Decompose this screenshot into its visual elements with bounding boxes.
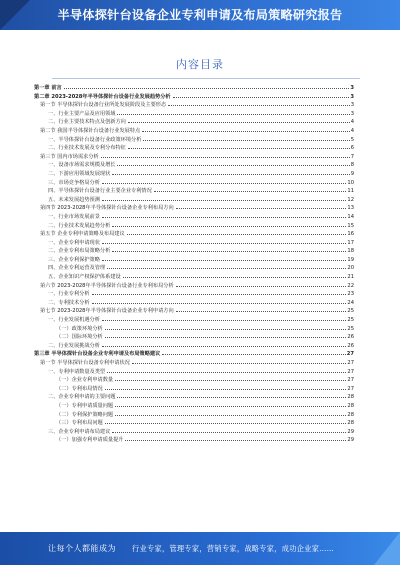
toc-leader-dots xyxy=(132,363,347,364)
toc-entry[interactable] xyxy=(34,161,354,170)
toc-entry[interactable] xyxy=(34,153,354,162)
toc-leader-dots xyxy=(115,380,346,381)
toc-entry-title: 二、行业主要技术特点及创新方向 xyxy=(48,119,126,126)
toc-leader-dots xyxy=(92,303,347,304)
toc-entry-title: 一、行业发展机遇分析 xyxy=(48,317,100,324)
toc-entry-title: （三）专利布局问题 xyxy=(56,420,103,427)
toc-entry-title: （一）加强专利申请质量提升 xyxy=(56,437,124,444)
toc-entry-page: 4 xyxy=(350,119,354,126)
footer-corner-decoration xyxy=(374,532,400,565)
page-footer xyxy=(0,532,400,565)
toc-leader-dots xyxy=(105,337,347,338)
toc-entry[interactable] xyxy=(34,299,354,308)
toc-entry-title: 第五节 企业专利申请策略及布局建议 xyxy=(40,231,125,238)
toc-entry[interactable] xyxy=(34,342,354,351)
toc-entry[interactable] xyxy=(34,368,354,377)
toc-entry-title: 二、专利技术分析 xyxy=(48,299,90,306)
toc-leader-dots xyxy=(105,389,347,390)
toc-entry-page: 13 xyxy=(347,205,354,212)
toc-entry-title: 三、企业专利保护策略 xyxy=(48,256,100,263)
toc-leader-dots xyxy=(102,346,347,347)
toc-entry-title: 第七节 2023-2028年半导体探针台设备企业专利申请方向 xyxy=(40,308,174,315)
toc-entry[interactable] xyxy=(34,316,354,325)
toc-leader-dots xyxy=(112,432,346,433)
toc-entry-title: 二、行业技术发展趋势分析 xyxy=(48,222,111,229)
toc-entry-page: 24 xyxy=(347,299,354,306)
toc-leader-dots xyxy=(168,105,350,106)
toc-entry-page: 25 xyxy=(347,317,354,324)
toc-entry-page: 27 xyxy=(347,360,354,366)
toc-entry-page: 26 xyxy=(347,342,354,349)
toc-entry[interactable] xyxy=(34,290,354,299)
toc-entry-page: 14 xyxy=(347,213,354,220)
toc-entry-title: （二）专利保护策略问题 xyxy=(56,411,114,418)
toc-leader-dots xyxy=(117,114,349,115)
toc-entry-page: 27 xyxy=(347,368,354,375)
toc-entry-title: 第二节 我国半导体探针台设备行业发展特点 xyxy=(40,127,141,134)
toc-entry[interactable] xyxy=(34,127,354,136)
toc-entry[interactable] xyxy=(34,256,354,265)
report-title: 半导体探针台设备企业专利申请及布局策略研究报告 xyxy=(57,8,343,22)
toc-entry-page: 5 xyxy=(350,136,354,143)
toc-entry[interactable] xyxy=(34,179,354,188)
toc-entry[interactable] xyxy=(34,93,354,102)
toc-entry[interactable] xyxy=(34,144,354,153)
toc-leader-dots xyxy=(143,140,349,141)
toc-entry[interactable] xyxy=(34,213,354,222)
toc-entry-title: 一、半导体探针台设备行业政策环境分析 xyxy=(48,136,142,143)
toc-entry[interactable] xyxy=(34,333,354,342)
toc-leader-dots xyxy=(105,423,347,424)
toc-entry-page: 27 xyxy=(346,351,354,358)
toc-entry-page: 19 xyxy=(347,256,354,263)
toc-entry-title: 二、企业专利申请的主要问题 xyxy=(48,394,116,401)
footer-slogan: 让每个人都能成为 xyxy=(48,544,116,553)
toc-entry-page: 3 xyxy=(350,110,354,117)
toc-entry-title: （二）专利布局情况 xyxy=(56,385,103,392)
toc-entry-page: 10 xyxy=(347,179,354,186)
toc-leader-dots xyxy=(112,174,349,175)
toc-entry[interactable] xyxy=(34,230,354,239)
toc-leader-dots xyxy=(115,406,346,407)
toc-entry[interactable] xyxy=(34,436,354,445)
toc-leader-dots xyxy=(128,148,350,149)
toc-entry-page: 21 xyxy=(347,274,354,281)
toc-leader-dots xyxy=(102,243,347,244)
toc-entry[interactable] xyxy=(34,376,354,385)
toc-entry-title: 五、企业知识产权保护体系建设 xyxy=(48,274,121,281)
toc-entry[interactable] xyxy=(34,393,354,402)
toc-leader-dots xyxy=(107,268,346,269)
toc-entry-title: 第六节 2023-2028年半导体探针台设备行业专利布局分析 xyxy=(40,282,174,289)
toc-entry-page: 28 xyxy=(347,402,354,409)
toc-leader-dots xyxy=(154,191,347,192)
toc-entry[interactable] xyxy=(34,196,354,205)
toc-entry-page: 15 xyxy=(347,222,354,229)
toc-leader-dots xyxy=(142,131,349,132)
toc-entry-page: 3 xyxy=(350,85,354,91)
toc-entry-title: 四、企业专利运营及管理 xyxy=(48,265,106,272)
toc-entry-title: （二）国际环境分析 xyxy=(56,334,103,341)
toc-entry-page: 12 xyxy=(347,196,354,203)
table-of-contents xyxy=(34,84,354,445)
toc-entry[interactable] xyxy=(34,170,354,179)
toc-entry-title: 二、行业发展挑战分析 xyxy=(48,342,100,349)
footer-tagline: 行业专家，管理专家，营销专家，战略专家，成功企业家…… xyxy=(132,544,335,553)
toc-entry-page: 25 xyxy=(347,308,354,315)
toc-leader-dots xyxy=(102,200,347,201)
toc-entry-title: （一）专利申请质量问题 xyxy=(56,402,114,409)
toc-entry-page: 29 xyxy=(347,428,354,435)
toc-entry-page: 3 xyxy=(350,93,354,100)
toc-leader-dots xyxy=(117,165,349,166)
toc-entry-title: 三、市场竞争格局分析 xyxy=(48,179,100,186)
toc-entry-title: 二、企业专利布局策略分析 xyxy=(48,248,111,255)
toc-entry[interactable] xyxy=(34,239,354,248)
toc-entry-title: 二、行业技术发展及专利分布特征 xyxy=(48,145,126,152)
toc-entry[interactable] xyxy=(34,359,354,368)
toc-entry[interactable] xyxy=(34,187,354,196)
toc-entry-page: 28 xyxy=(347,394,354,401)
toc-leader-dots xyxy=(101,157,350,158)
toc-entry-page: 4 xyxy=(350,127,354,134)
toc-entry-page: 28 xyxy=(347,411,354,418)
toc-entry[interactable] xyxy=(34,307,354,316)
toc-leader-dots xyxy=(102,217,347,218)
toc-entry[interactable] xyxy=(34,428,354,437)
toc-entry[interactable] xyxy=(34,385,354,394)
toc-entry[interactable] xyxy=(34,419,354,428)
toc-entry-page: 9 xyxy=(350,170,354,177)
toc-entry-title: 二、下游应用领域发展现状 xyxy=(48,170,111,177)
toc-heading: 内容目录 xyxy=(176,58,224,71)
toc-leader-dots xyxy=(115,415,346,416)
toc-entry[interactable] xyxy=(34,136,354,145)
toc-leader-dots xyxy=(102,183,347,184)
toc-entry-title: 四、半导体探针台设备行业主要企业专利情况 xyxy=(48,188,152,195)
toc-entry-page: 17 xyxy=(347,239,354,246)
toc-leader-dots xyxy=(112,226,346,227)
toc-leader-dots xyxy=(107,372,346,373)
toc-entry-title: 第一节 半导体探针台设备专利申请状况 xyxy=(40,360,130,366)
toc-leader-dots xyxy=(176,311,347,312)
toc-entry[interactable] xyxy=(34,264,354,273)
toc-entry-title: （一）政策环境分析 xyxy=(56,325,103,332)
toc-entry[interactable] xyxy=(34,325,354,334)
toc-entry-page: 25 xyxy=(347,325,354,332)
toc-leader-dots xyxy=(112,251,346,252)
toc-entry-title: 一、企业专利申请现状 xyxy=(48,239,100,246)
toc-entry-title: 第三节 国内市场需求分析 xyxy=(40,153,99,160)
toc-entry-page: 28 xyxy=(347,420,354,427)
toc-entry-page: 20 xyxy=(347,265,354,272)
toc-entry[interactable] xyxy=(34,402,354,411)
toc-entry-title: 一、专利申请数量及类型 xyxy=(48,368,106,375)
toc-entry-title: 一、行业专利分析 xyxy=(48,291,90,298)
toc-entry-title: 第一节 半导体探针台设备行业所处发展阶段及主要形态 xyxy=(40,102,167,109)
toc-entry-page: 16 xyxy=(347,231,354,238)
toc-entry-title: 第四节 2023-2028年半导体探针台设备企业专利布局方向 xyxy=(40,205,174,212)
toc-entry-page: 18 xyxy=(347,248,354,255)
toc-entry-page: 7 xyxy=(350,153,354,160)
toc-leader-dots xyxy=(176,208,347,209)
toc-entry-page: 27 xyxy=(347,385,354,392)
toc-entry-title: 第二章 2023-2028年半导体探针台设备行业发展趋势分析 xyxy=(34,93,171,100)
toc-divider xyxy=(52,78,360,79)
toc-entry-page: 26 xyxy=(347,334,354,341)
toc-entry-page: 23 xyxy=(347,291,354,298)
toc-entry-title: 第三章 半导体探针台设备企业专利申请及布局策略建议 xyxy=(34,351,161,358)
toc-entry-title: 五、未来发展趋势预测 xyxy=(48,196,100,203)
toc-leader-dots xyxy=(176,286,347,287)
toc-entry-title: 三、企业专利申请布局建议 xyxy=(48,428,111,435)
toc-leader-dots xyxy=(125,440,346,441)
toc-leader-dots xyxy=(102,320,347,321)
toc-entry[interactable] xyxy=(34,411,354,420)
toc-leader-dots xyxy=(117,397,346,398)
toc-entry-page: 29 xyxy=(347,437,354,444)
toc-entry[interactable] xyxy=(34,247,354,256)
toc-entry-title: 第一章 前言 xyxy=(34,85,62,91)
toc-leader-dots xyxy=(102,260,347,261)
toc-leader-dots xyxy=(123,277,347,278)
toc-entry-title: （一）企业专利申请数量 xyxy=(56,377,114,384)
toc-entry[interactable] xyxy=(34,350,354,359)
toc-entry-page: 22 xyxy=(347,282,354,289)
toc-entry-page: 27 xyxy=(347,377,354,384)
toc-leader-dots xyxy=(173,97,350,98)
toc-entry[interactable] xyxy=(34,110,354,119)
toc-leader-dots xyxy=(92,294,347,295)
toc-entry-title: 一、行业主要产品及应用领域 xyxy=(48,110,116,117)
toc-entry[interactable] xyxy=(34,222,354,231)
toc-entry-page: 8 xyxy=(350,162,354,169)
toc-leader-dots xyxy=(64,88,350,89)
toc-entry-page: 6 xyxy=(350,145,354,152)
toc-leader-dots xyxy=(128,122,350,123)
toc-entry[interactable] xyxy=(34,84,354,93)
toc-leader-dots xyxy=(105,329,347,330)
toc-entry[interactable] xyxy=(34,282,354,291)
report-header xyxy=(0,0,400,30)
toc-entry-page: 11 xyxy=(347,188,354,195)
toc-entry-title: 一、行业市场发展前景 xyxy=(48,213,100,220)
toc-entry-title: 一、设备市场需求规模及增长 xyxy=(48,162,116,169)
toc-leader-dots xyxy=(162,354,345,355)
toc-entry[interactable] xyxy=(34,204,354,213)
toc-entry-page: 3 xyxy=(350,102,354,109)
toc-entry[interactable] xyxy=(34,101,354,110)
toc-entry[interactable] xyxy=(34,118,354,127)
toc-entry[interactable] xyxy=(34,273,354,282)
toc-leader-dots xyxy=(127,234,347,235)
